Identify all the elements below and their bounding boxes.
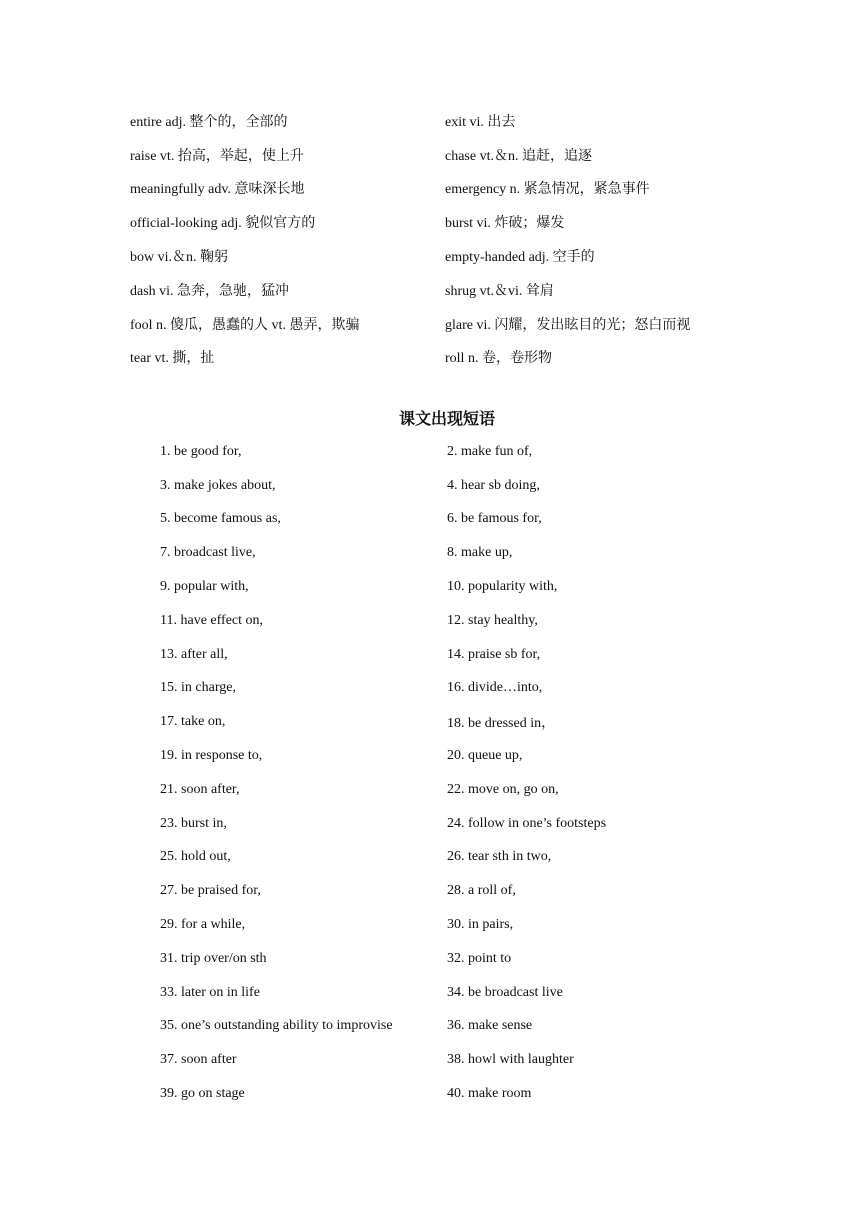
vocab-row: [130, 307, 770, 341]
vocab-entry: raise vt. 抬高，举起，使上升: [130, 148, 304, 164]
phrase-item: 24. follow in one’s footsteps: [447, 815, 607, 831]
phrase-row: [160, 503, 720, 537]
phrase-item: 34. be broadcast live: [447, 984, 563, 1000]
vocab-row: [130, 172, 770, 206]
phrase-item: 8. make up,: [447, 545, 513, 561]
phrase-row: [160, 570, 720, 604]
vocab-entry: exit vi. 出去: [445, 114, 516, 130]
phrase-item: 31. trip over/on sth: [160, 950, 267, 966]
vocab-row: [130, 239, 770, 273]
phrase-item: 28. a roll of,: [447, 883, 516, 899]
phrase-item: 2. make fun of,: [447, 443, 533, 459]
phrase-row: [160, 739, 720, 773]
phrase-item: 14. praise sb for,: [447, 646, 541, 662]
vocab-entry: bow vi.＆n. 鞠躬: [130, 250, 228, 266]
vocab-row: [130, 205, 770, 239]
vocab-entry: official-looking adj. 貌似官方的: [130, 216, 316, 232]
vocab-row: [130, 341, 770, 375]
phrase-row: [160, 807, 720, 841]
phrase-item: 40. make room: [447, 1086, 532, 1102]
phrase-item: 15. in charge,: [160, 680, 236, 696]
phrase-item: 30. in pairs,: [447, 917, 514, 933]
phrase-item: 36. make sense: [447, 1018, 533, 1034]
phrase-row: [160, 536, 720, 570]
phrase-row: [160, 638, 720, 672]
phrase-item: 20. queue up,: [447, 748, 523, 764]
phrase-item: 13. after all,: [160, 646, 228, 662]
phrase-item: 21. soon after,: [160, 781, 240, 797]
phrase-item: 17. take on,: [160, 714, 226, 730]
phrase-row: [160, 672, 720, 706]
phrase-row: [160, 435, 720, 469]
phrase-item: 3. make jokes about,: [160, 477, 276, 493]
phrase-list: [160, 435, 720, 1111]
phrase-item: 9. popular with,: [160, 579, 249, 595]
phrase-row: [160, 841, 720, 875]
vocab-entry: meaningfully adv. 意味深长地: [130, 182, 305, 198]
section-title: 课文出现短语: [398, 411, 495, 428]
phrase-item: 22. move on, go on,: [447, 781, 559, 797]
phrase-item: 27. be praised for,: [160, 883, 261, 899]
phrase-row: [160, 773, 720, 807]
vocab-entry: chase vt.＆n. 追赶，追逐: [445, 148, 592, 164]
phrase-row: [160, 705, 720, 739]
phrase-item: 35. one’s outstanding ability to improvise: [160, 1018, 393, 1034]
phrase-item: 26. tear sth in two,: [447, 849, 552, 865]
phrase-item: 37. soon after: [160, 1052, 237, 1068]
phrase-row: [160, 908, 720, 942]
phrase-item: 12. stay healthy,: [447, 612, 538, 628]
vocab-row: [130, 138, 770, 172]
phrase-row: [160, 942, 720, 976]
phrase-item: 11. have effect on,: [160, 612, 264, 628]
phrase-row: [160, 604, 720, 638]
vocab-entry: emergency n. 紧急情况，紧急事件: [445, 182, 650, 198]
phrase-item: 18. be dressed in，: [447, 716, 556, 732]
phrase-item: 38. howl with laughter: [447, 1052, 574, 1068]
vocabulary-list: [130, 104, 770, 374]
vocab-entry: entire adj. 整个的，全部的: [130, 114, 288, 130]
vocab-row: [130, 104, 770, 138]
phrase-item: 4. hear sb doing,: [447, 477, 540, 493]
vocab-entry: shrug vt.＆vi. 耸肩: [445, 283, 554, 299]
phrase-item: 7. broadcast live,: [160, 545, 256, 561]
vocab-entry: glare vi. 闪耀，发出眩目的光；怒白而视: [445, 317, 691, 333]
vocab-entry: fool n. 傻瓜，愚蠢的人 vt. 愚弄，欺骗: [130, 317, 360, 333]
phrase-item: 10. popularity with,: [447, 579, 558, 595]
vocab-entry: burst vi. 炸破；爆发: [445, 216, 565, 232]
phrase-row: [160, 1010, 720, 1044]
phrase-item: 25. hold out,: [160, 849, 231, 865]
phrase-item: 39. go on stage: [160, 1086, 245, 1102]
vocab-entry: dash vi. 急奔，急驰，猛冲: [130, 283, 290, 299]
phrase-item: 33. later on in life: [160, 984, 260, 1000]
vocab-entry: tear vt. 撕，扯: [130, 351, 215, 367]
phrase-item: 16. divide…into,: [447, 680, 543, 696]
phrase-row: [160, 874, 720, 908]
phrase-row: [160, 1043, 720, 1077]
phrase-row: [160, 976, 720, 1010]
phrase-item: 29. for a while,: [160, 917, 246, 933]
vocab-entry: roll n. 卷，卷形物: [445, 351, 552, 367]
vocab-row: [130, 273, 770, 307]
vocab-entry: empty-handed adj. 空手的: [445, 250, 595, 266]
phrase-item: 23. burst in,: [160, 815, 227, 831]
phrase-item: 32. point to: [447, 950, 512, 966]
phrase-row: [160, 469, 720, 503]
phrase-item: 5. become famous as,: [160, 511, 281, 527]
phrase-item: 19. in response to,: [160, 748, 263, 764]
phrase-item: 1. be good for,: [160, 443, 242, 459]
phrase-item: 6. be famous for,: [447, 511, 542, 527]
phrase-row: [160, 1077, 720, 1111]
